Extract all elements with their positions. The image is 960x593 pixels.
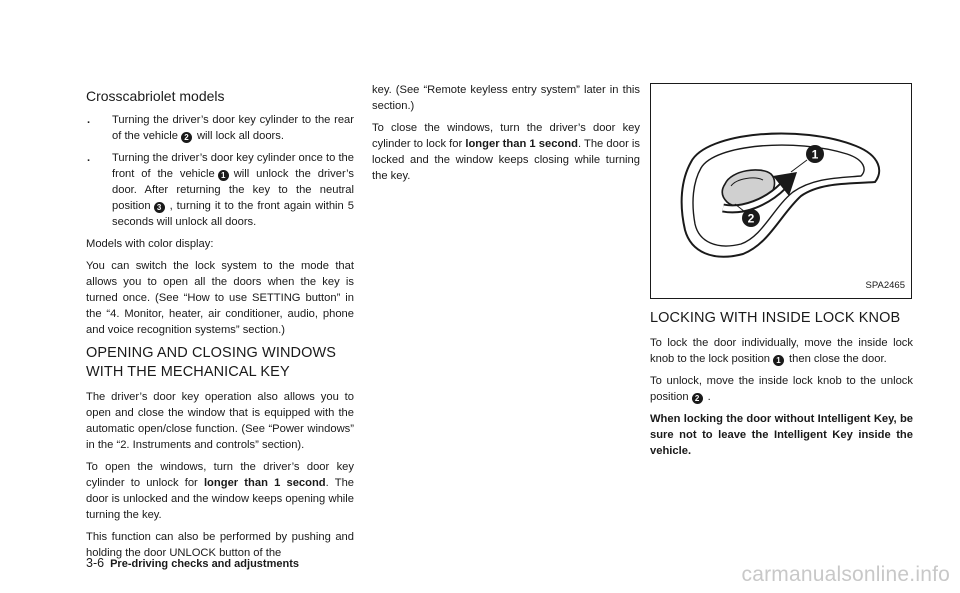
- bold-text: longer than 1 second: [203, 477, 326, 489]
- bold-text: When locking the door without Intelligent Key, be sure not to leave the Intelligent Key inside the vehicle.: [650, 413, 913, 457]
- bullet-text: Turning the driver’s door key cylinder once to the front of the vehicle: [112, 152, 354, 180]
- page-footer: [86, 556, 299, 571]
- section-heading-lock-knob: LOCKING WITH INSIDE LOCK KNOB: [650, 310, 901, 326]
- column-3: [650, 83, 913, 465]
- bullet-list: [86, 112, 354, 230]
- bullet-item-lock: [86, 112, 354, 144]
- paragraph: You can switch the lock system to the mode that allows you to open all the doors when the key is turned once. (See “How to use SETTING button” in the “4. Monitor, heater, air conditioner, audio, phone and voice recognition systems” section.): [86, 260, 354, 336]
- paragraph: [372, 120, 640, 184]
- paragraph: Models with color display:: [86, 238, 214, 250]
- door-handle-illustration-icon: [651, 84, 911, 298]
- bullet-text: will unlock the driver’s door. After returning the key to the neutral position: [112, 168, 354, 212]
- bullet-mark: .: [87, 152, 91, 164]
- chapter-title: Pre-driving checks and adjustments: [110, 558, 299, 570]
- bold-text: longer than 1 second: [465, 138, 578, 150]
- text: To close the windows, turn the driver’s door key cylinder to lock for: [372, 122, 640, 150]
- paragraph: The driver’s door key operation also allows you to open and close the window that is equipped with the automatic open/close function. (See “Power windows” in the “2. Instruments and controls” section).: [86, 391, 354, 451]
- bullet-text: will lock all doors.: [196, 130, 284, 142]
- callout-number-icon: 3: [154, 202, 165, 213]
- text: .: [707, 391, 711, 403]
- paragraph: [86, 459, 354, 523]
- page-number: 3-6: [86, 556, 105, 570]
- callout-number-icon: 2: [692, 393, 703, 404]
- text: . The door is locked and the window keeps closing while turning the key.: [372, 138, 641, 182]
- warning-text: [650, 411, 913, 459]
- text: To open the windows, turn the driver’s door key cylinder to unlock for: [86, 461, 354, 489]
- paragraph: key. (See “Remote keyless entry system” later in this section.): [372, 84, 640, 112]
- bullet-mark: .: [87, 114, 91, 126]
- paragraph: [650, 335, 913, 367]
- callout-number-icon: 1: [773, 355, 784, 366]
- text: To unlock, move the inside lock knob to the unlock position: [650, 375, 913, 403]
- bullet-item-unlock: [86, 150, 354, 230]
- subheading-crosscabriolet: Crosscabriolet models: [86, 88, 225, 104]
- bullet-text: Turning the driver’s door key cylinder to the rear of the vehicle: [112, 114, 354, 142]
- section-heading-windows: OPENING AND CLOSING WINDOWS WITH THE MECHANICAL KEY: [86, 345, 337, 380]
- column-1: [86, 80, 354, 567]
- bullet-text: , turning it to the front again within 5 seconds will unlock all doors.: [112, 200, 354, 228]
- watermark: carmanualsonline.info: [741, 563, 950, 586]
- callout-number-icon: 2: [181, 132, 192, 143]
- figure-code: SPA2465: [865, 280, 905, 291]
- callout-number-icon: 1: [218, 170, 229, 181]
- figure-label-1: 1: [811, 147, 819, 162]
- paragraph: This function can also be performed by pushing and holding the door UNLOCK button of the: [86, 531, 354, 559]
- figure-label-2: 2: [747, 211, 755, 226]
- text: . The door is unlocked and the window keeps opening while turning the key.: [86, 477, 355, 521]
- column-2: [372, 82, 640, 190]
- door-lock-knob-figure: [650, 83, 912, 299]
- text: then close the door.: [789, 353, 887, 365]
- paragraph: [650, 373, 913, 405]
- text: To lock the door individually, move the inside lock knob to the lock position: [650, 337, 913, 365]
